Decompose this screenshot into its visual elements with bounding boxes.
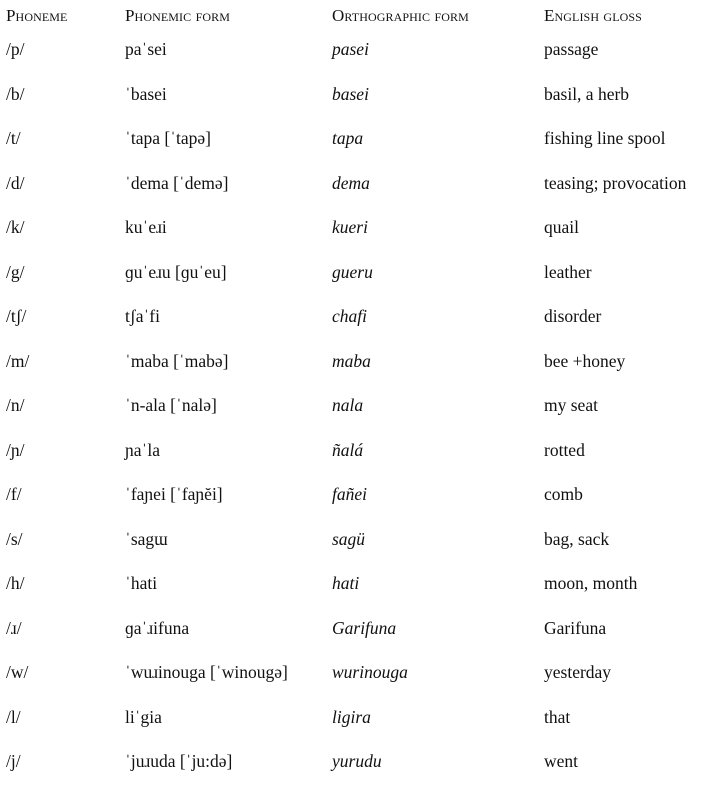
english-gloss-cell: leather: [544, 261, 592, 282]
english-gloss-cell: quail: [544, 217, 579, 237]
phonemic-form-cell: ˈtapa [ˈtapə]: [125, 128, 211, 148]
table-row: [0, 653, 707, 698]
table-header: [0, 0, 707, 30]
table-row: [0, 75, 707, 120]
table-row: [0, 386, 707, 431]
phonemic-form-cell: tʃaˈfi: [125, 306, 160, 326]
orthographic-form-cell: ñalá: [332, 439, 364, 460]
table-row: [0, 564, 707, 609]
english-gloss-cell: moon, month: [544, 573, 638, 593]
phonemic-form-cell: ˈdema [ˈdemə]: [125, 172, 229, 193]
phonemic-form-cell: ˈfaɲei [ˈfaɲĕi]: [125, 484, 223, 504]
phoneme-cell: /b/: [6, 83, 25, 104]
phoneme-cell: /f/: [6, 484, 22, 504]
phoneme-cell: /k/: [6, 217, 25, 237]
english-gloss-cell: basil, a herb: [544, 83, 630, 104]
header-english-gloss: English gloss: [544, 6, 642, 25]
english-gloss-cell: went: [544, 751, 579, 771]
english-gloss-cell: my seat: [544, 395, 598, 415]
orthographic-form-cell: wurinouga: [332, 662, 408, 682]
orthographic-form-cell: sagü: [332, 528, 366, 549]
table-row: [0, 698, 707, 743]
phoneme-cell: /g/: [6, 261, 25, 282]
table-row: [0, 609, 707, 654]
phonemic-form-cell: ˈhati: [125, 573, 158, 593]
table-row: [0, 742, 707, 787]
phonemic-form-cell: ɲaˈla: [125, 439, 160, 460]
table-row: [0, 475, 707, 520]
phonemic-form-cell: ɡuˈeɹu [ɡuˈeu]: [125, 261, 227, 282]
english-gloss-cell: teasing; provocation: [544, 172, 687, 193]
orthographic-form-cell: nala: [332, 395, 364, 415]
table-row: [0, 30, 707, 75]
orthographic-form-cell: fañei: [332, 484, 367, 504]
phoneme-cell: /ɹ/: [6, 617, 22, 638]
table-body: [0, 30, 707, 787]
phoneme-cell: /j/: [6, 751, 21, 771]
phoneme-cell: /d/: [6, 172, 25, 193]
header-phoneme: Phoneme: [6, 6, 68, 25]
orthographic-form-cell: hati: [332, 573, 360, 593]
phonemic-form-cell: ˈjuɹuda [ˈju:də]: [125, 751, 233, 771]
orthographic-form-cell: chafi: [332, 306, 367, 326]
table-row: [0, 342, 707, 387]
orthographic-form-cell: kueri: [332, 217, 368, 237]
english-gloss-cell: fishing line spool: [544, 128, 666, 148]
phonemic-form-cell: ˈmaba [ˈmabə]: [125, 350, 229, 371]
orthographic-form-cell: gueru: [332, 261, 373, 282]
phonemic-form-cell: liˈgia: [125, 706, 162, 727]
english-gloss-cell: passage: [544, 39, 599, 59]
english-gloss-cell: bee +honey: [544, 350, 626, 371]
table-row: [0, 520, 707, 565]
english-gloss-cell: Garifuna: [544, 617, 607, 638]
phoneme-cell: /l/: [6, 706, 21, 727]
orthographic-form-cell: yurudu: [332, 751, 382, 771]
english-gloss-cell: rotted: [544, 439, 585, 460]
table-row: [0, 119, 707, 164]
phoneme-cell: /t/: [6, 128, 21, 148]
orthographic-form-cell: maba: [332, 350, 371, 371]
table-row: [0, 253, 707, 298]
orthographic-form-cell: pasei: [332, 39, 369, 59]
phonemic-form-cell: ɡaˈɹifuna: [125, 617, 190, 638]
phoneme-cell: /s/: [6, 528, 23, 549]
orthographic-form-cell: ligira: [332, 706, 371, 727]
orthographic-form-cell: dema: [332, 172, 370, 193]
orthographic-form-cell: Garifuna: [332, 617, 397, 638]
english-gloss-cell: that: [544, 706, 571, 727]
english-gloss-cell: yesterday: [544, 662, 612, 682]
orthographic-form-cell: basei: [332, 83, 369, 104]
phonemic-form-cell: paˈsei: [125, 39, 167, 59]
phonemic-form-cell: ˈwuɹinouga [ˈwinougə]: [125, 662, 288, 682]
phoneme-cell: /h/: [6, 573, 25, 593]
phoneme-cell: /n/: [6, 395, 25, 415]
header-orthographic-form: Orthographic form: [332, 6, 469, 25]
table-row: [0, 164, 707, 209]
english-gloss-cell: disorder: [544, 306, 602, 326]
phoneme-cell: /p/: [6, 39, 25, 59]
phoneme-cell: /w/: [6, 662, 29, 682]
phonemic-form-cell: ˈbasei: [125, 83, 167, 104]
table-row: [0, 431, 707, 476]
header-phonemic-form: Phonemic form: [125, 6, 231, 25]
phonemic-form-cell: ˈn-ala [ˈnalə]: [125, 395, 217, 415]
phoneme-cell: /tʃ/: [6, 306, 27, 326]
phonemic-form-cell: kuˈeɹi: [125, 217, 167, 237]
english-gloss-cell: comb: [544, 484, 583, 504]
orthographic-form-cell: tapa: [332, 128, 364, 148]
phoneme-cell: /ɲ/: [6, 439, 25, 460]
table-row: [0, 297, 707, 342]
english-gloss-cell: bag, sack: [544, 528, 610, 549]
phoneme-cell: /m/: [6, 350, 30, 371]
phonemic-form-cell: ˈsagɯ: [125, 528, 168, 549]
table-row: [0, 208, 707, 253]
